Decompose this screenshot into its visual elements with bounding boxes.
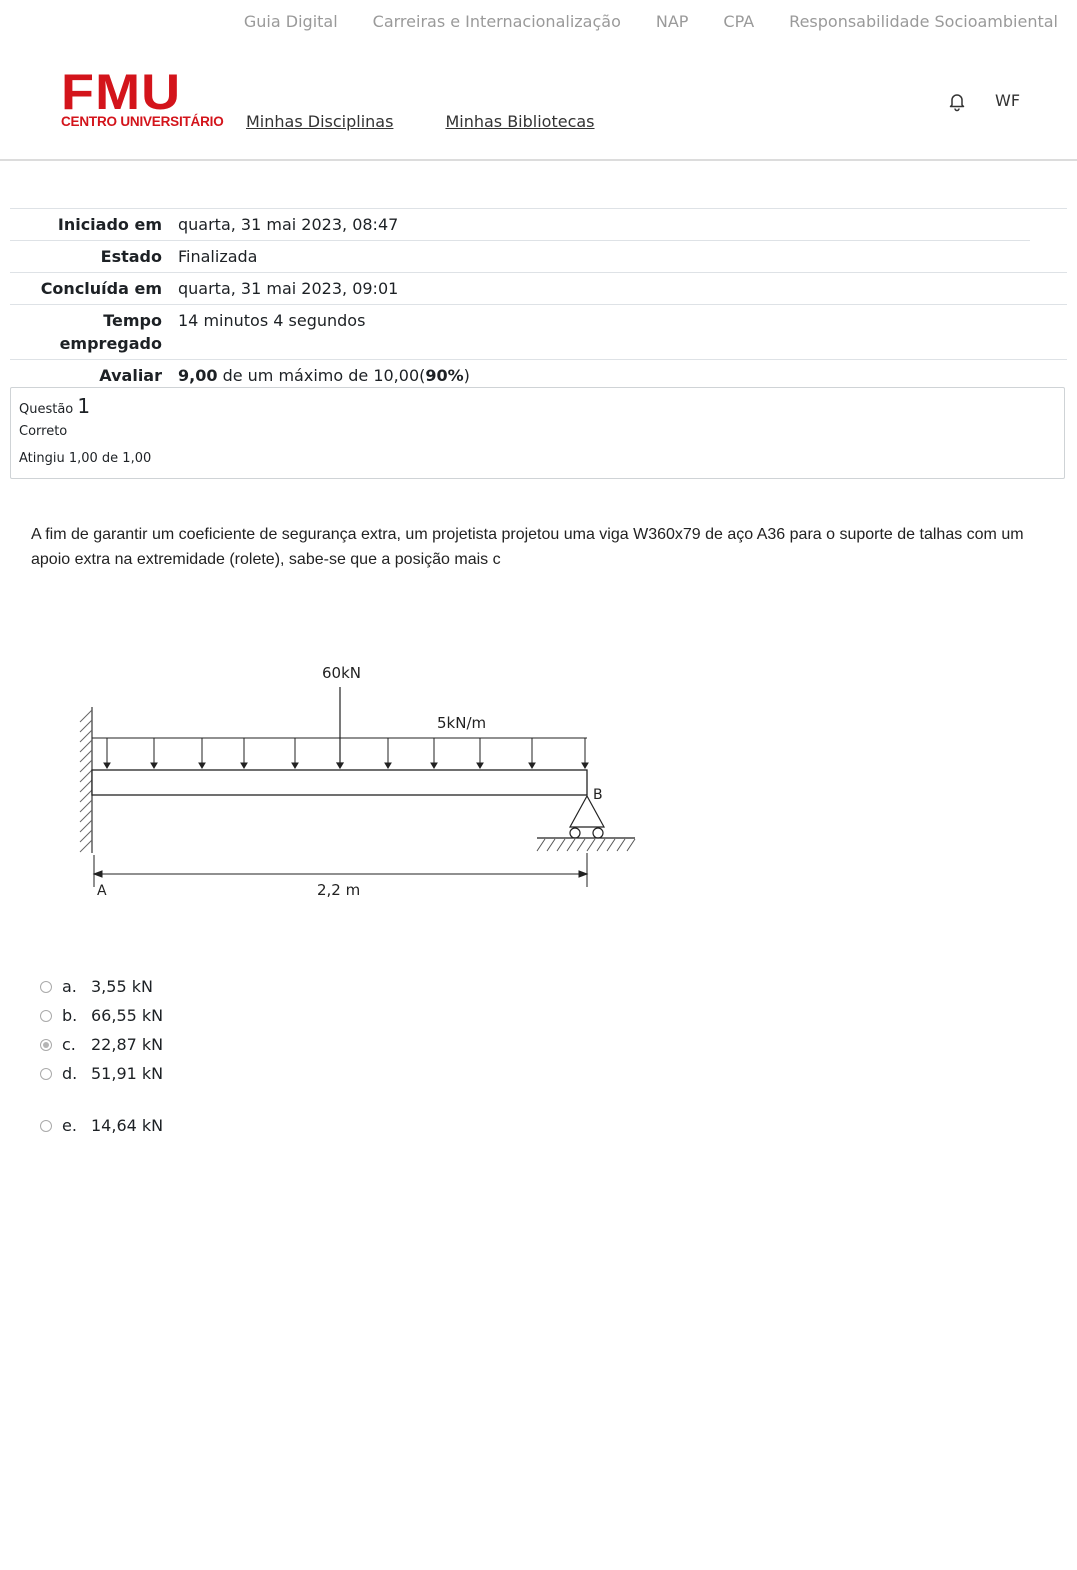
state-value: Finalizada bbox=[178, 247, 258, 266]
answer-option-e[interactable] bbox=[40, 1111, 163, 1140]
time-value: 14 minutos 4 segundos bbox=[178, 311, 366, 330]
answer-text: 66,55 kN bbox=[91, 1006, 164, 1025]
support-a-label: A bbox=[97, 883, 107, 899]
question-label: Questão bbox=[19, 402, 78, 417]
support-b-label: B bbox=[593, 787, 603, 803]
summary-row-completed bbox=[10, 272, 1067, 304]
answer-letter: c. bbox=[62, 1035, 76, 1054]
summary-row-started bbox=[10, 208, 1067, 240]
question-state: Correto bbox=[19, 424, 68, 439]
beam bbox=[92, 770, 587, 795]
radio-d[interactable] bbox=[40, 1068, 52, 1080]
grade-close: ) bbox=[463, 366, 470, 385]
site-header bbox=[0, 42, 1077, 161]
grade-max: de um máximo de 10,00( bbox=[217, 366, 426, 385]
nav-minhas-bibliotecas[interactable]: Minhas Bibliotecas bbox=[445, 112, 595, 131]
started-value: quarta, 31 mai 2023, 08:47 bbox=[178, 215, 399, 234]
question-info-box bbox=[10, 387, 1065, 479]
answer-option-c[interactable] bbox=[40, 1030, 163, 1059]
summary-row-state bbox=[10, 240, 1030, 272]
radio-b[interactable] bbox=[40, 1010, 52, 1022]
distributed-load-label: 5kN/m bbox=[437, 714, 487, 732]
fmu-logo[interactable] bbox=[61, 64, 224, 129]
started-label: Iniciado em bbox=[57, 215, 162, 234]
radio-e[interactable] bbox=[40, 1120, 52, 1132]
grade-label: Avaliar bbox=[99, 366, 162, 385]
main-nav bbox=[246, 112, 595, 131]
question-text: A fim de garantir um coeficiente de segurança extra, um projetista projetou uma viga W360x79 de aço A36 para o suporte de talhas com um apoio extra na extremidade (rolete), sabe-se que a posição mais c bbox=[31, 526, 1024, 568]
completed-label: Concluída em bbox=[40, 279, 162, 298]
answer-option-b[interactable] bbox=[40, 1001, 163, 1030]
answer-option-d[interactable] bbox=[40, 1059, 163, 1088]
answer-letter: e. bbox=[62, 1116, 77, 1135]
question-number bbox=[19, 394, 1056, 418]
link-cpa[interactable]: CPA bbox=[723, 11, 755, 31]
answer-option-a[interactable] bbox=[40, 972, 163, 1001]
user-menu[interactable]: WF bbox=[995, 91, 1021, 110]
summary-row-time bbox=[10, 304, 1067, 359]
ground-hatch bbox=[537, 839, 635, 851]
attempt-summary bbox=[10, 208, 1067, 391]
beam-diagram bbox=[70, 655, 640, 905]
grade-percent: 90% bbox=[425, 366, 464, 385]
link-guia-digital[interactable]: Guia Digital bbox=[243, 11, 338, 31]
logo-wordmark: FMU bbox=[61, 64, 182, 120]
completed-value: quarta, 31 mai 2023, 09:01 bbox=[178, 279, 399, 298]
logo-subtitle: CENTRO UNIVERSITÁRIO bbox=[61, 114, 224, 129]
time-label: Tempo empregado bbox=[59, 311, 162, 353]
answer-letter: b. bbox=[62, 1006, 78, 1025]
nav-minhas-disciplinas[interactable]: Minhas Disciplinas bbox=[246, 112, 394, 131]
link-carreiras[interactable]: Carreiras e Internacionalização bbox=[372, 11, 621, 31]
answer-letter: a. bbox=[62, 977, 77, 996]
answer-text: 14,64 kN bbox=[91, 1116, 164, 1135]
span-label: 2,2 m bbox=[317, 881, 361, 899]
grade-score: 9,00 bbox=[178, 366, 218, 385]
notification-bell-icon[interactable] bbox=[946, 90, 968, 112]
answer-text: 3,55 kN bbox=[91, 977, 153, 996]
roller-support bbox=[537, 796, 635, 838]
top-utility-nav bbox=[244, 0, 1058, 42]
radio-a[interactable] bbox=[40, 981, 52, 993]
point-load-arrow bbox=[337, 687, 343, 768]
link-nap[interactable]: NAP bbox=[655, 11, 689, 31]
point-load-label: 60kN bbox=[322, 664, 361, 682]
radio-c[interactable] bbox=[40, 1039, 52, 1051]
link-responsabilidade[interactable]: Responsabilidade Socioambiental bbox=[789, 11, 1058, 31]
answer-options bbox=[40, 972, 163, 1140]
question-grade: Atingiu 1,00 de 1,00 bbox=[19, 451, 152, 466]
fixed-support-wall bbox=[80, 707, 92, 853]
answer-text: 22,87 kN bbox=[91, 1035, 164, 1054]
answer-text: 51,91 kN bbox=[91, 1064, 164, 1083]
answer-letter: d. bbox=[62, 1064, 78, 1083]
state-label: Estado bbox=[100, 247, 162, 266]
question-number-value: 1 bbox=[77, 394, 91, 418]
